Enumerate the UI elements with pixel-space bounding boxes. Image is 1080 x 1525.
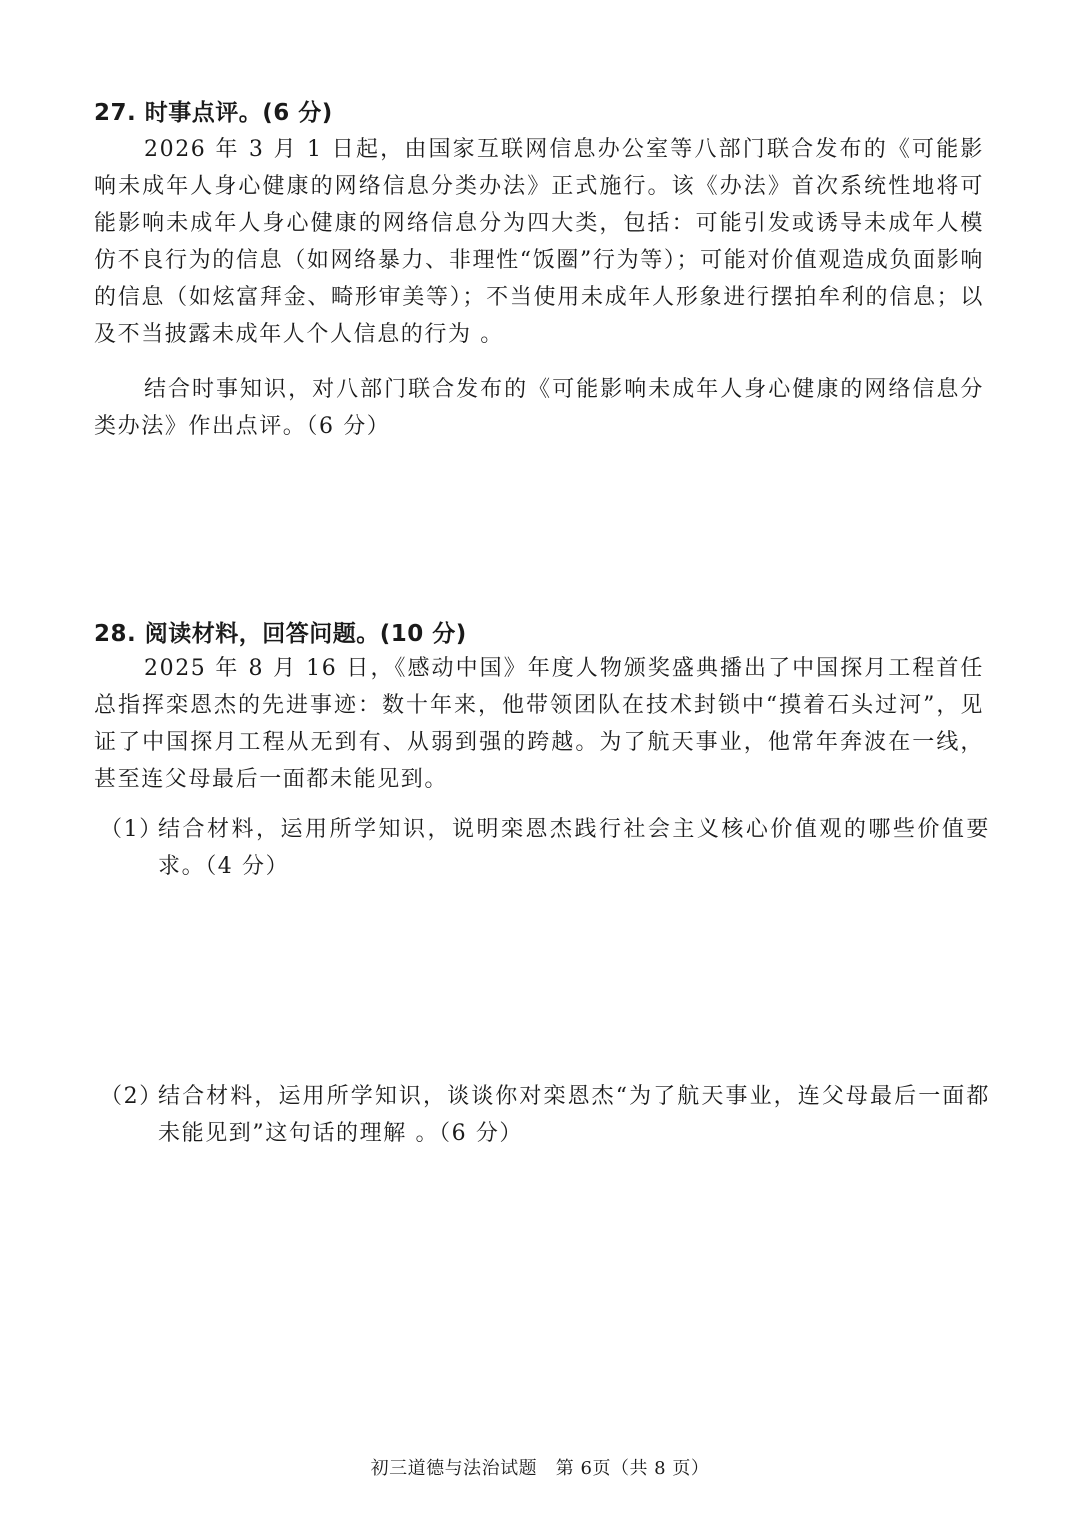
page-footer: 初三道德与法治试题 第 6页（共 8 页）	[370, 1458, 710, 1479]
sub-question-number: （1）	[100, 817, 163, 842]
sub-question-number: （2）	[100, 1084, 163, 1109]
question-28-material: 2025 年 8 月 16 日，《感动中国》年度人物颁奖盛典播出了中国探月工程首任总指挥栾恩杰的先进事迹：数十年来，他带领团队在技术封锁中“摸着石头过河”，见证了中国探月工程从无到有、从弱到强的跨越。为了航天事业，他常年奔波在一线，甚至连父母最后一面都未能见到。	[94, 656, 984, 792]
sub-question-text: 结合材料，运用所学知识，谈谈你对栾恩杰“为了航天事业，连父母最后一面都未能见到”这句话的理解 。（6 分）	[158, 1084, 990, 1146]
sub-question-text: 结合材料，运用所学知识，说明栾恩杰践行社会主义核心价值观的哪些价值要求。（4 分）	[158, 817, 990, 879]
question-28-sub-1	[100, 811, 990, 885]
question-27-prompt: 结合时事知识，对八部门联合发布的《可能影响未成年人身心健康的网络信息分类办法》作出点评。（6 分）	[94, 377, 984, 439]
question-28-sub-2	[100, 1078, 990, 1152]
question-28-title: 28. 阅读材料，回答问题。(10 分)	[94, 621, 467, 647]
question-27-material: 2026 年 3 月 1 日起，由国家互联网信息办公室等八部门联合发布的《可能影响未成年人身心健康的网络信息分类办法》正式施行。该《办法》首次系统性地将可能影响未成年人身心健康的网络信息分为四大类，包括：可能引发或诱导未成年人模仿不良行为的信息（如网络暴力、非理性“饭圈”行为等）；可能对价值观造成负面影响的信息（如炫富拜金、畸形审美等）；不当使用未成年人形象进行摆拍牟利的信息；以及不当披露未成年人个人信息的行为 。	[94, 137, 984, 347]
question-27-title: 27. 时事点评。(6 分)	[94, 100, 333, 126]
